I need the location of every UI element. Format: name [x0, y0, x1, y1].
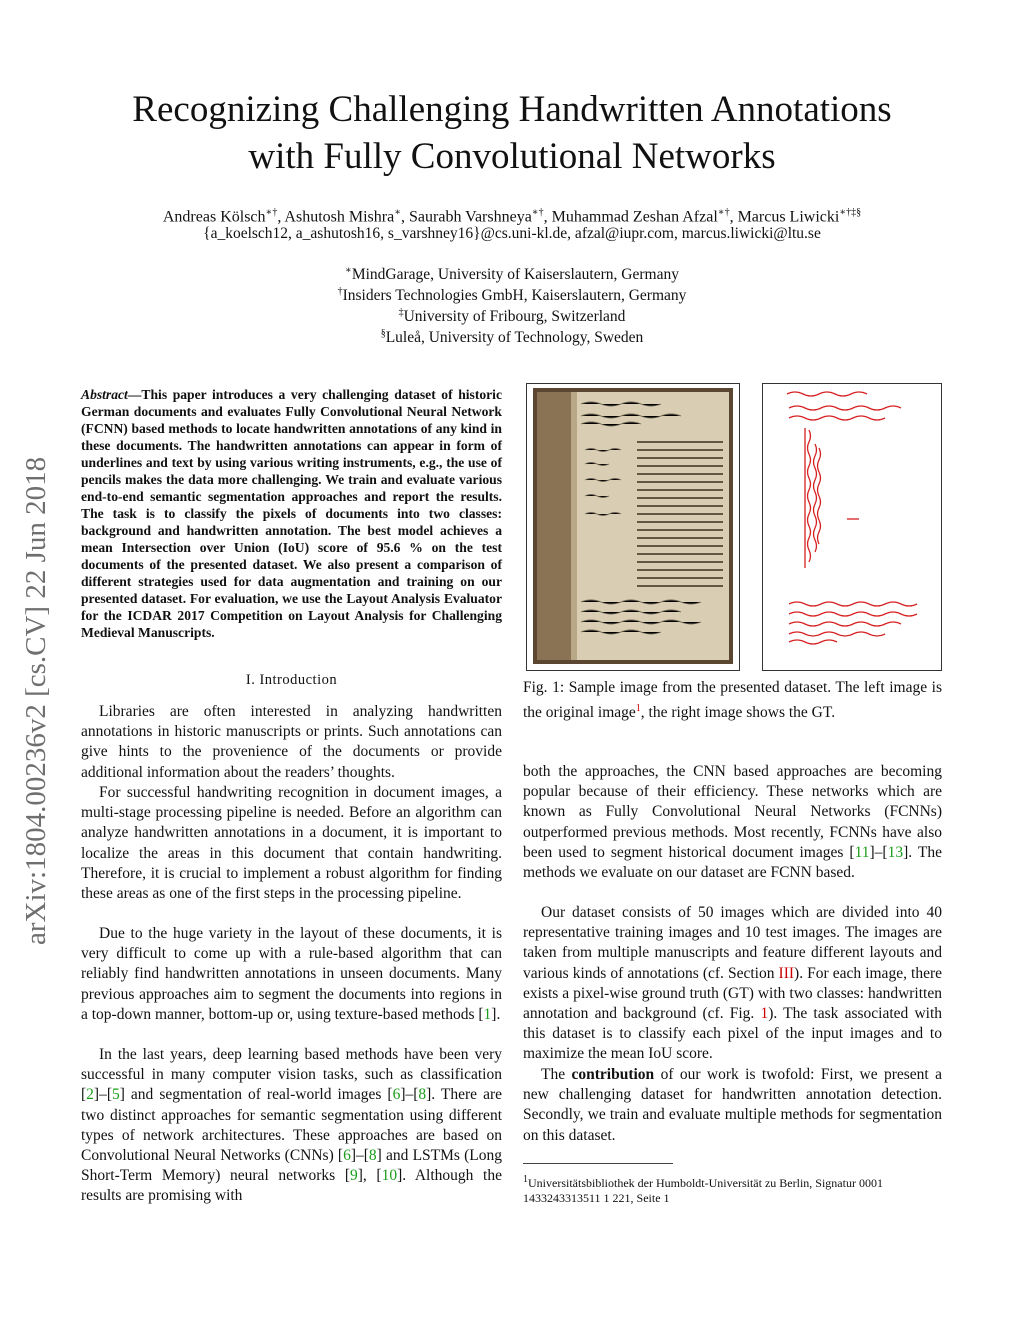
- author-list: Andreas Kölsch∗†, Ashutosh Mishra∗, Saurabh Varshneya∗†, Muhammad Zeshan Afzal∗†, Marcus Liwicki∗†‡§: [162, 207, 862, 226]
- figure-caption: Fig. 1: Sample image from the presented dataset. The left image is the original image$^1$, the right image shows the GT.: [523, 679, 942, 721]
- paragraph: The contribution of our work is twofold: First, we present a new challenging dataset for handwritten annotation detection. Secondly, we train and evaluate multiple methods for segmentation on this dataset.: [523, 1066, 942, 1144]
- citation-link[interactable]: 10: [381, 1167, 398, 1185]
- citation-link[interactable]: 8: [368, 1147, 377, 1165]
- section-heading: I. Introduction: [245, 672, 338, 688]
- manuscript-photo: [527, 384, 739, 670]
- title-line-2: with Fully Convolutional Networks: [248, 136, 776, 177]
- citation-link[interactable]: 6: [343, 1147, 351, 1165]
- footnote-link[interactable]: 1: [635, 702, 641, 714]
- paragraph: For successful handwriting recognition in document images, a multi-stage processing pipeline is needed. Before an algorithm can analyze handwritten annotations in a document, it is important to localize the areas in this document that contain handwriting. Therefore, it is crucial to implement a robust algorithm for finding these areas as one of the first steps in the processing pipeline.: [81, 784, 502, 903]
- citation-link[interactable]: 6: [392, 1086, 401, 1104]
- affiliation: ‡University of Fribourg, Switzerland: [398, 307, 626, 326]
- abstract: Abstract—This paper introduces a very challenging dataset of historic German documents and evaluates Fully Convolutional Neural Network (FCNN) based methods to locate handwritten annotations of any kind in these documents. The handwritten annotations can appear in form of underlines and text by using various writing instruments, e.g., the use of pencils makes the data more challenging. We train and evaluate various end-to-end semantic segmentation approaches and report the results. The task is to classify the pixels of documents into two classes: background and handwritten annotation. The best model achieves a mean Intersection over Union (IoU) score of 95.6 % on the test documents of the presented dataset. We also present a comparison of different strategies used for data augmentation and training on our presented dataset. For evaluation, we use the Layout Analysis Evaluator for the ICDAR 2017 Competition on Layout Analysis for Challenging Medieval Manuscripts.: [81, 387, 502, 640]
- citation-link[interactable]: 13: [887, 843, 904, 861]
- paragraph: Our dataset consists of 50 images which are divided into 40 representative training images and 10 test images. The images are taken from multiple manuscripts and feature different layouts and various kinds of annotations (cf. Section III). For each image, there exists a pixel-wise ground truth (GT) with two classes: handwritten annotation and background (cf. Fig. 1). The task associated with this dataset is to classify each pixel of the input images and to maximize the mean IoU score.: [523, 904, 943, 1063]
- arxiv-identifier: arXiv:1804.00236v2 [cs.CV] 22 Jun 2018: [20, 456, 52, 945]
- footnote: $^1$Universitätsbibliothek der Humboldt-Universität zu Berlin, Signatur 0001 1433243313511 1 221, Seite 1: [523, 1174, 883, 1205]
- affiliation: ∗MindGarage, University of Kaiserslautern, Germany: [345, 265, 679, 284]
- affiliation: §Luleå, University of Technology, Sweden: [380, 328, 644, 347]
- figure-ground-truth: [762, 383, 942, 671]
- section-link[interactable]: III: [778, 964, 795, 982]
- ground-truth-mask: [763, 384, 941, 670]
- title-line-1: Recognizing Challenging Handwritten Annotations: [132, 89, 892, 130]
- citation-link[interactable]: 5: [112, 1086, 120, 1104]
- citation-link[interactable]: 11: [854, 843, 870, 861]
- author-emails: {a_koelsch12, a_ashutosh16, s_varshney16}@cs.uni-kl.de, afzal@iupr.com, marcus.liwicki@ltu.se: [203, 225, 821, 242]
- paragraph: Due to the huge variety in the layout of these documents, it is very difficult to come up with a rule-based algorithm that can reliably find handwritten annotations in unseen documents. Many previous approaches aim to segment the documents into regions in a top-down manner, bottom-up or, using texture-based methods [1].: [81, 925, 502, 1023]
- footnote-divider: [523, 1163, 673, 1164]
- citation-link[interactable]: 8: [418, 1086, 427, 1104]
- citation-link[interactable]: 9: [349, 1167, 358, 1185]
- citation-link[interactable]: 1: [483, 1005, 492, 1023]
- paragraph: Libraries are often interested in analyzing handwritten annotations in historic manuscripts or prints. Such annotations can give hints to the provenience of the documents or provide additional information about the readers’ thoughts.: [81, 703, 502, 781]
- citation-link[interactable]: 2: [86, 1086, 94, 1104]
- paper-title: [60, 86, 964, 180]
- paragraph: In the last years, deep learning based methods have been very successful in many computer vision tasks, such as classification [2]–[5] and segmentation of real-world images [6]–[8]. There are two distinct approaches for semantic segmentation using different types of network architectures. These approaches are based on Convolutional Neural Networks (CNNs) [6]–[8] and LSTMs (Long Short-Term Memory) neural networks [9], [10]. Although the results are promising with: [81, 1046, 502, 1205]
- affiliation: †Insiders Technologies GmbH, Kaiserslautern, Germany: [337, 286, 687, 305]
- figure-original-image: [526, 383, 740, 671]
- figure-link[interactable]: 1: [760, 1005, 769, 1023]
- paragraph: both the approaches, the CNN based approaches are becoming popular because of their efficiency. These networks which are known as Fully Convolutional Neural Networks (FCNNs) outperformed previous methods. Most recently, FCNNs have also been used to segment historical document images [11]–[13]. The methods we evaluate on our dataset are FCNN based.: [523, 763, 942, 882]
